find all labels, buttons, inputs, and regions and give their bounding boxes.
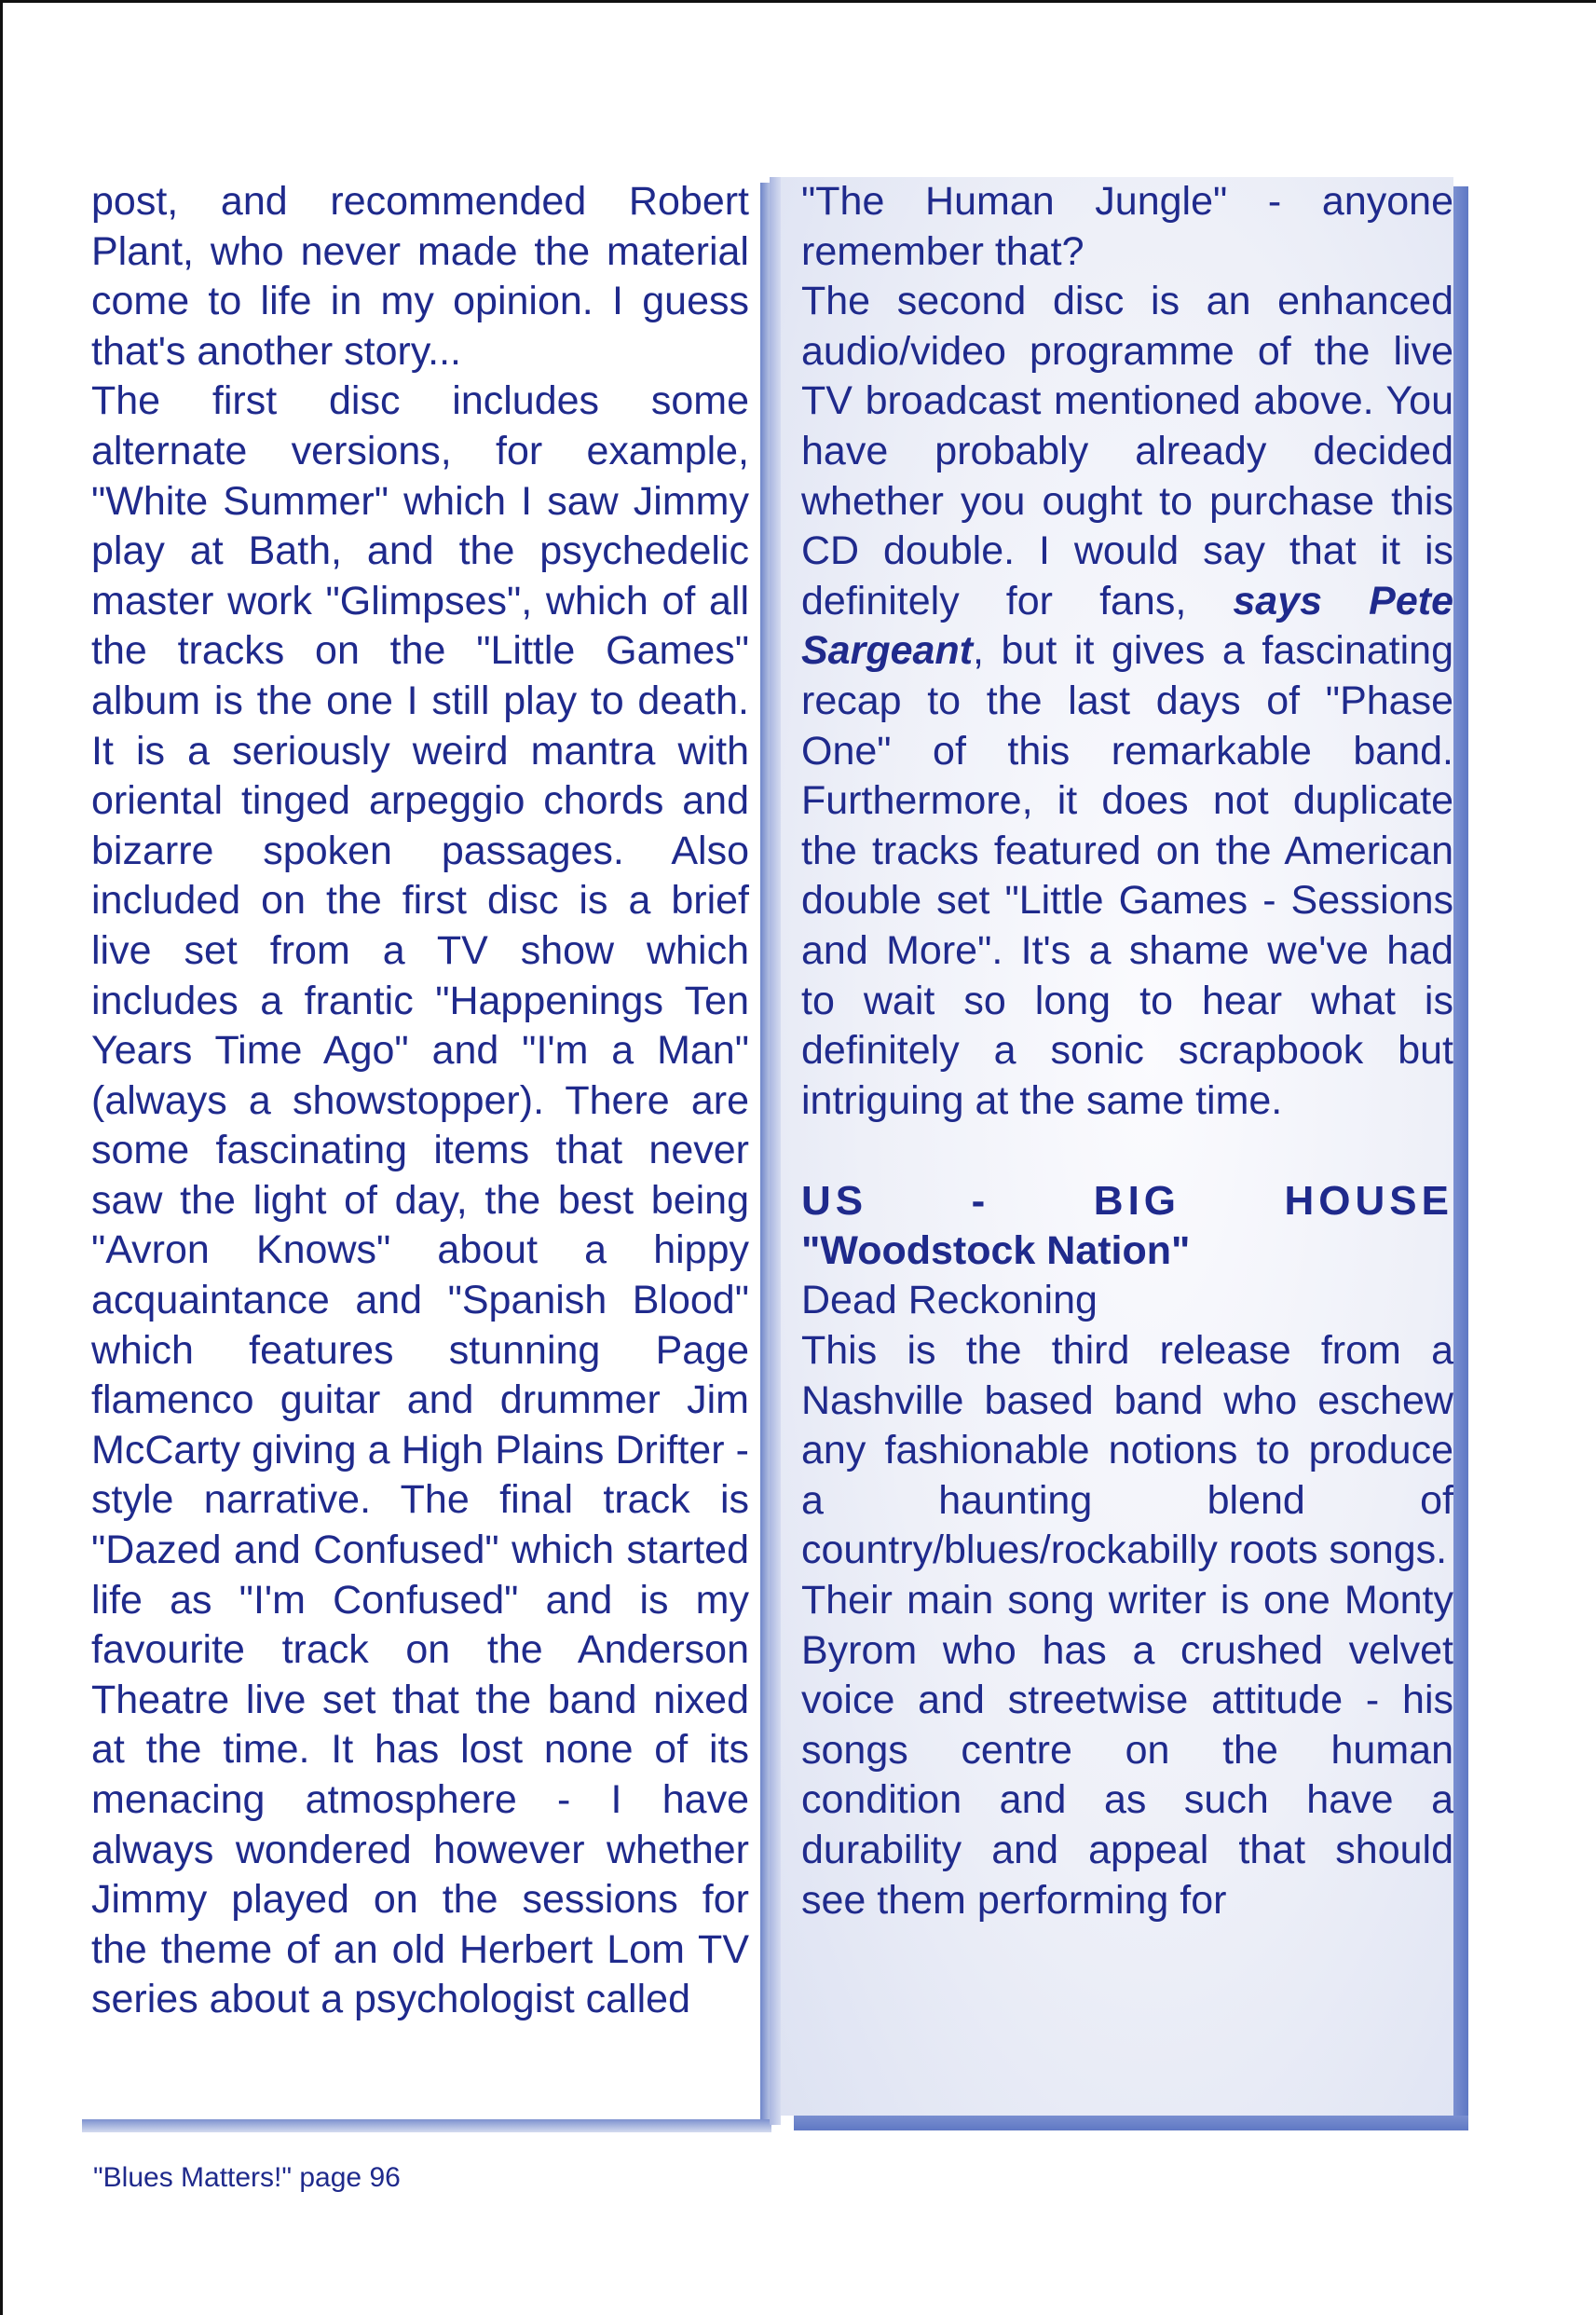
top-border bbox=[0, 0, 1596, 3]
right-paragraph-1: "The Human Jungle" - anyone remember that? bbox=[801, 179, 1453, 274]
right-column bbox=[792, 177, 1453, 2110]
album-title: "Woodstock Nation" bbox=[801, 1227, 1191, 1273]
review-heading: US - BIG HOUSE bbox=[801, 1178, 1453, 1225]
left-column bbox=[91, 177, 749, 2144]
left-paragraph-2: The first disc includes some alternate versions, for example, "White Summer" which I saw Jimmy play at Bath, and the psychedelic master work "Glimpses", which of all the tracks on the "Little Games" album is the one I still play to death. It is a seriously weird mantra with oriental tinged arpeggio chords and bizarre spoken passages. Also included on the first disc is a brief live set from a TV show which includes a frantic "Happenings Ten Years Time Ago" and "I'm a Man" (always a showstopper). There are some fascinating items that never saw the light of day, the best being "Avron Knows" about a hippy acquaintance and "Spanish Blood" which features stunning Page flamenco guitar and drummer Jim McCarty giving a High Plains Drifter - style narrative. The final track is "Dazed and Confused" which started life as "I'm Confused" and is my favourite track on the Anderson Theatre live set that the band nixed at the time. It has lost none of its menacing atmosphere - I have always wondered however whether Jimmy played on the sessions for the theme of an old Herbert Lom TV series about a psychologist called bbox=[91, 378, 749, 2022]
review-box-left-edge bbox=[770, 177, 781, 2125]
right-paragraph-2 bbox=[801, 277, 1453, 1126]
paragraph-text-continued: , but it gives a fascinating recap to the last days of "Phase One" of this remarkable band. Furthermore, it does not duplicate the tracks featured on the American double set "Little Games - Sessions and More". It's a shame we've had to wait so long to hear what is definitely a sonic scrapbook but intriguing at the same time. bbox=[801, 628, 1453, 1123]
review-box-bottom-edge bbox=[794, 2116, 1468, 2130]
left-border bbox=[0, 0, 3, 2315]
review-box-right-edge bbox=[1453, 186, 1468, 2130]
record-label: Dead Reckoning bbox=[801, 1278, 1098, 1323]
paragraph-text: The second disc is an enhanced audio/video programme of the live TV broadcast mentioned above. You have probably already decided whether you ought to purchase this CD double. I would say that it is definitely for fans, bbox=[801, 279, 1453, 623]
byline-says: says bbox=[1233, 578, 1323, 623]
page-footer: "Blues Matters!" page 96 bbox=[93, 2162, 401, 2193]
right-paragraph-4: Their main song writer is one Monty Byrom who has a crushed velvet voice and streetwise attitude - his songs centre on the human condition and as such have a durability and appeal that should see them performing for bbox=[801, 1578, 1453, 1923]
left-paragraph-1: post, and recommended Robert Plant, who never made the material come to life in my opinion. I guess that's another story... bbox=[91, 179, 749, 374]
right-paragraph-3: This is the third release from a Nashville based band who eschew any fashionable notions to produce a haunting blend of country/blues/rockabilly roots songs. bbox=[801, 1328, 1453, 1573]
byline-author: Pete Sargeant bbox=[801, 578, 1453, 674]
